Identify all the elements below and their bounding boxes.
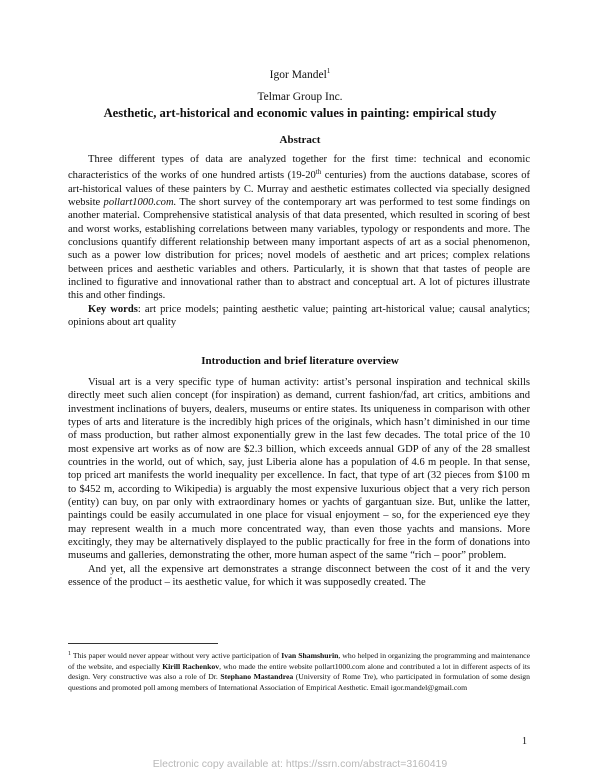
abstract-text-a: Three different types of data are analyzed together for the first time: technical and economic characteristics of the works of one hundred artists (19-20: [68, 154, 530, 182]
ssrn-footer: Electronic copy available at: https://ssrn.com/abstract=3160419: [152, 758, 448, 770]
footnote-mark: 1: [68, 651, 71, 657]
author-footnote-mark: 1: [326, 67, 331, 75]
keywords-paragraph: [68, 303, 530, 330]
abstract-heading: Abstract: [279, 134, 321, 146]
abstract-text-b: centuries) from the auctions database, scores of art-historical values of these painters by C. Murray and aesthetic estimates collected via specially designed website: [68, 170, 530, 209]
footnote-name: Stephano Mastandrea: [220, 672, 294, 681]
abstract-text-c: The short survey of the contemporary art was performed to test some findings on another material. Comprehensive statistical analysis of that data presented, which resulted in scoring of best and worst works, establishing correlations between many variables, typology or respondents and more. The conclusions quantify different relationship between many important aspects of art as a social phenomenon, such as a power low distribution for prices; novel models of aesthetic and art prices; complex relations between prices and aesthetic variables and others. Particularly, it is shown that that tastes of people are inclined to figurative and innovational rather than to abstract and conceptual art. A lot of pictures illustrate this and other findings.: [68, 197, 530, 302]
author-line: [0, 67, 600, 81]
footnote-text: , who made the entire website pollart1000.com alone and contributed a lot in different aspects of its design. Very constructive was also a role of Dr.: [68, 661, 530, 681]
keywords-text: : art price models; painting aesthetic value; painting art-historical value; causal analytics; opinions about art quality: [68, 303, 531, 329]
paper-title: Aesthetic, art-historical and economic values in painting: empirical study: [103, 106, 497, 120]
footnote-text: (University of Rome Tre), who participated in formulation of some design questions and promoted poll among members of International Association of Empirical Aesthetic. Email igor.mandel@gmail.com: [68, 672, 530, 692]
footnote-text: , who helped in organizing the programming and maintenance of the website, and especially: [68, 651, 530, 671]
intro-paragraph-2: And yet, all the expensive art demonstrates a strange disconnect between the cost of it and the very essence of the product – its aesthetic value, for which it was supposedly created. The: [68, 563, 530, 589]
footnote-divider: [68, 643, 218, 644]
website-name: pollart1000.com.: [103, 197, 177, 209]
keywords-label: Key words: [88, 303, 138, 315]
abstract-body: [68, 153, 530, 329]
affiliation: Telmar Group Inc.: [257, 91, 343, 103]
footnote-name: Ivan Shamshurin: [281, 651, 339, 660]
intro-body: [68, 376, 530, 590]
abstract-superscript: th: [315, 168, 322, 177]
footnote: [68, 649, 530, 693]
section-heading: Introduction and brief literature overview: [201, 355, 399, 367]
footnote-name: Kirill Rachenkov: [162, 661, 220, 671]
page-number: 1: [522, 736, 527, 747]
intro-paragraph-1: Visual art is a very specific type of human activity: artist’s personal inspiration and technical skills directly meet such alien concept (for inspiration) as demand, current fashion/fad, art critics, ambitions and investment inclinations of buyers, dealers, museums or entire states. Its uniqueness in comparison with other types of arts and literature is the incredibly high prices of the originals, which hasn’t diminished in our time of mass production, but rather almost exponentially grew in the last few decades. The total price of the 10 most expensive art works as of now are $2.3 billion, which exceeds annual GDP of any of the 28 smallest countries in the world, out of which, say, just Liberia alone has a population of 4.6 m people. In that sense, top priced art manifests the world inequality per excellence. In fact, that type of art (32 pieces from $100 m to $452 m, according to Wikipedia) is arguably the most expensive luxurious object that a very rich person (entity) can buy, on par only with extraordinary homes or yachts of gargantuan size. But, unlike the latter, paintings could be easily accumulated in one place for visual enjoyment – so, for the experienced eye they may represent wealth in a much more concentrated way, than even those yachts and mansions. More excitingly, they may be alternatively displayed to the public practically for free in the form of donations into museums and galleries, demonstrating the other, more human aspect of the same “rich – poor” problem.: [68, 377, 530, 562]
footnote-text: This paper would never appear without very active participation of: [71, 651, 282, 660]
author-name: Igor Mandel: [269, 69, 327, 81]
abstract-paragraph: [68, 153, 530, 303]
